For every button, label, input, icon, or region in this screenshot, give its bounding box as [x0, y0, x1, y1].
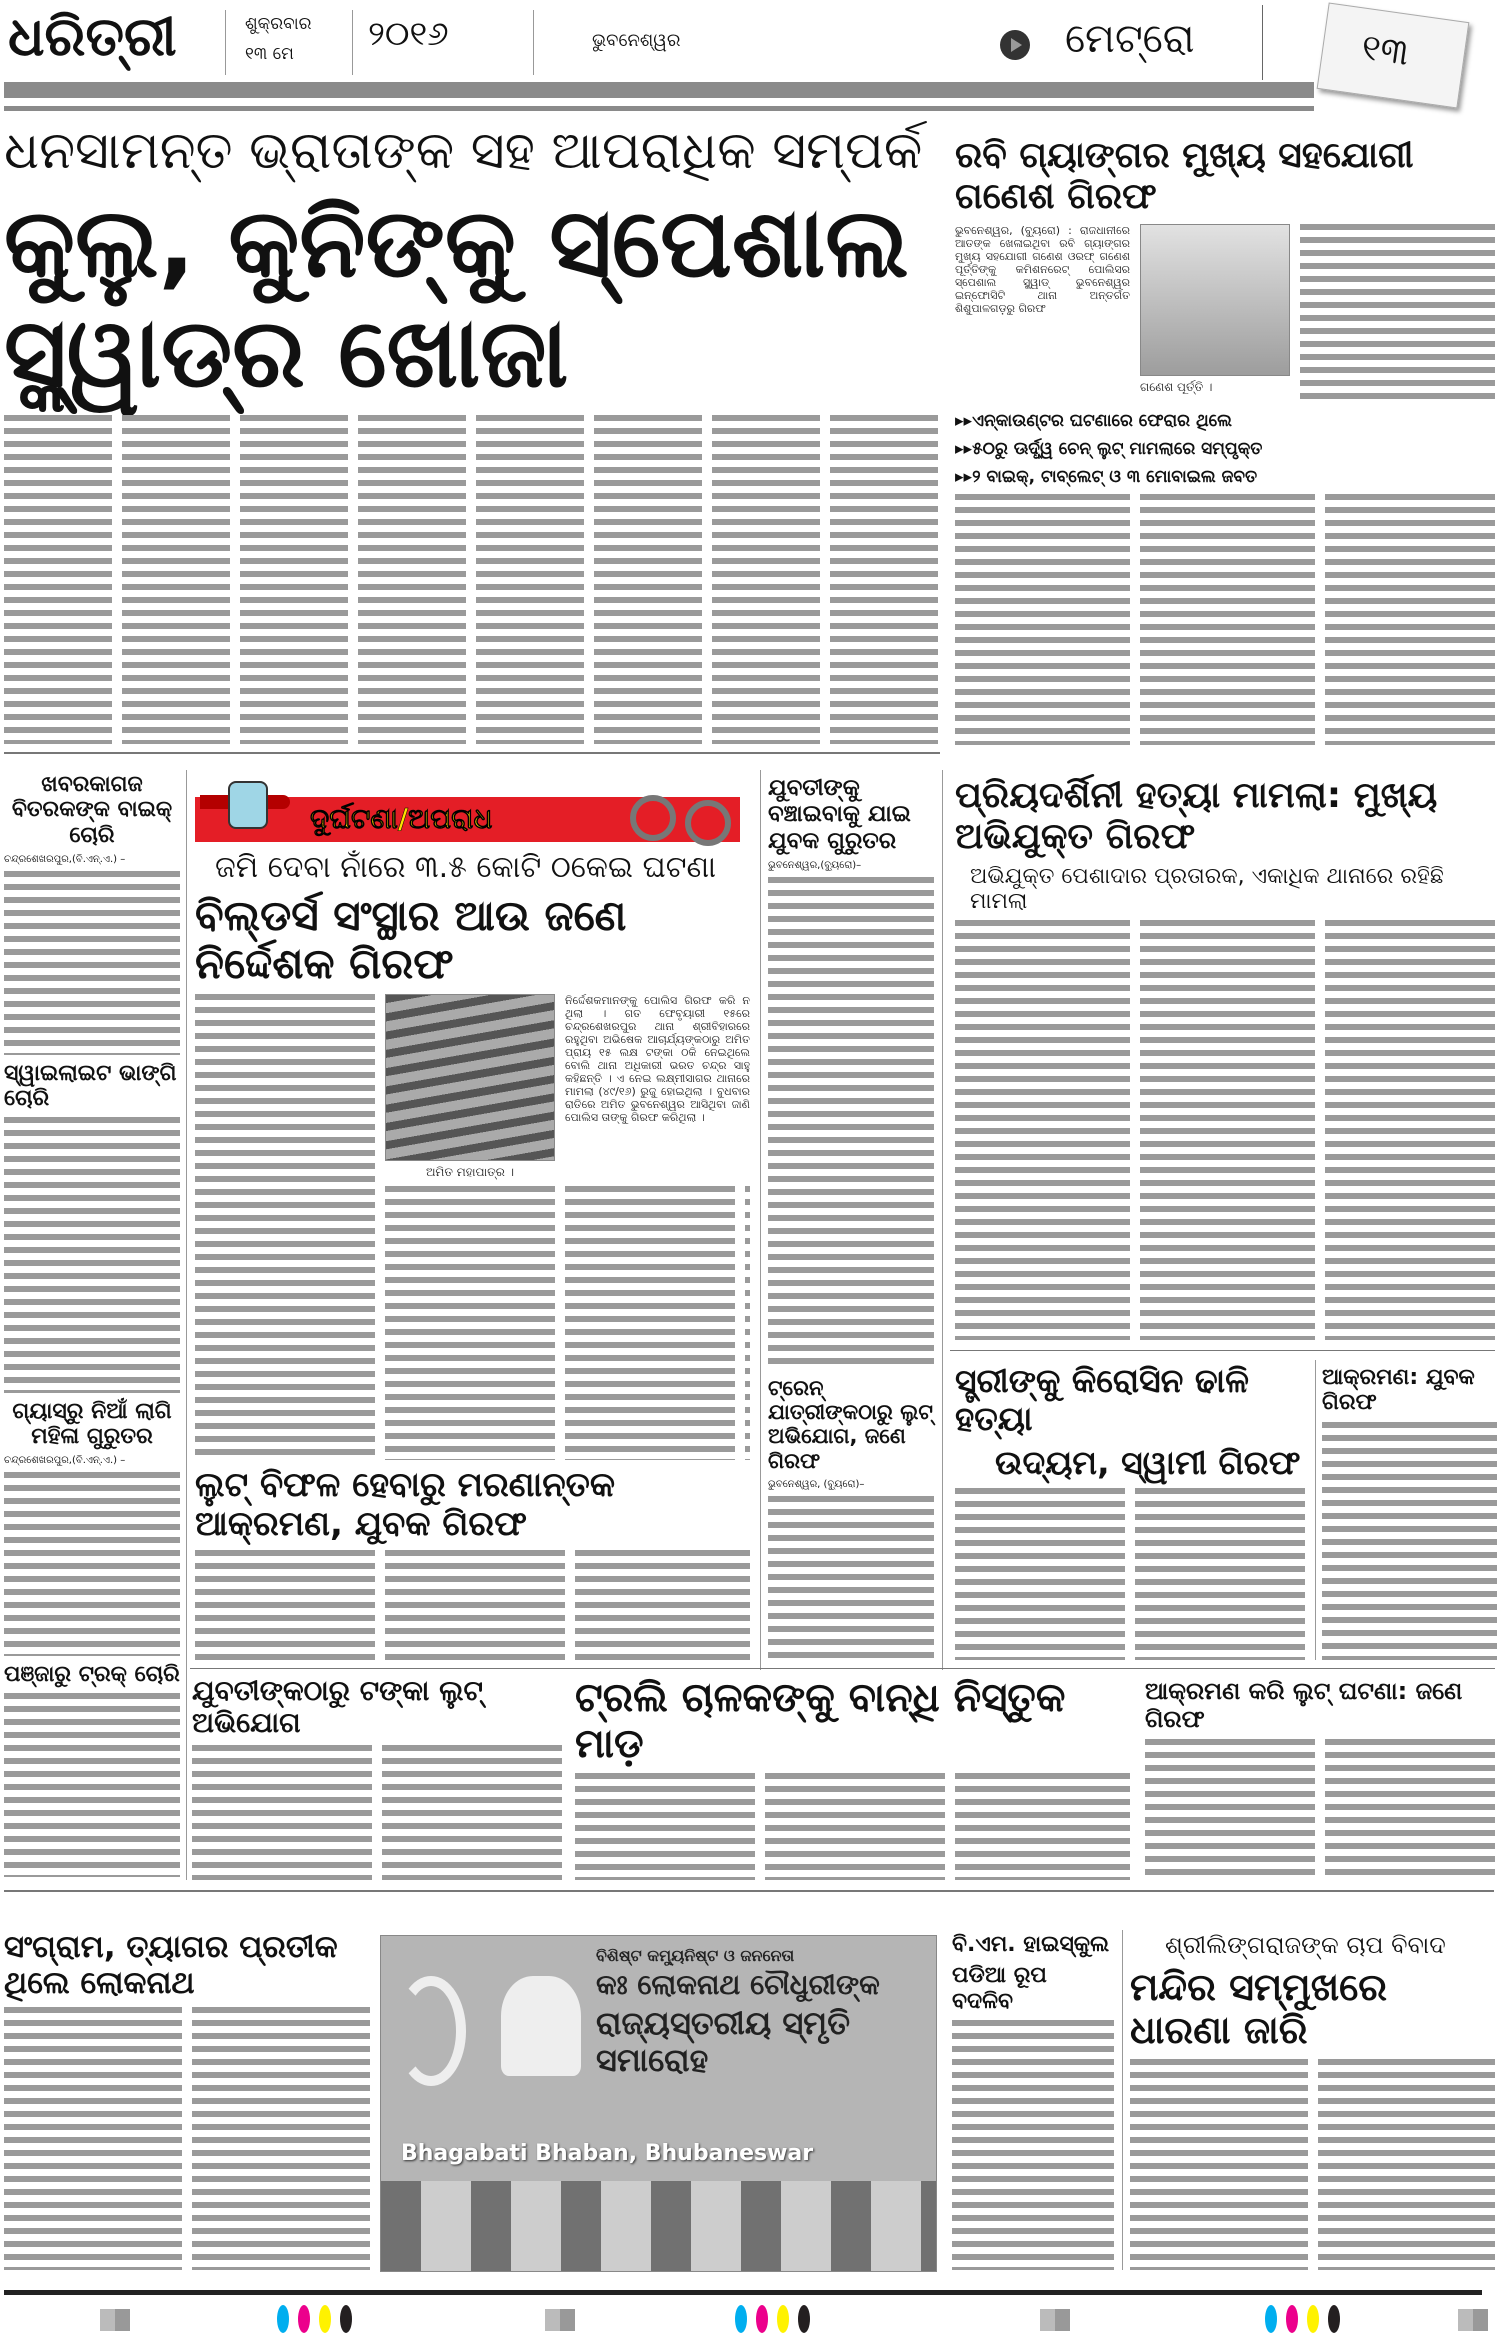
temple-kicker: ଶ୍ରୀଲିଙ୍ଗରାଜଙ୍କ ଚାପ ବିବାଦ — [1165, 1931, 1446, 1959]
brief-dateline: ଭୁବନେଶ୍ୱର, (ବ୍ୟୁରୋ)– — [768, 1478, 865, 1490]
row4-headline: ଯୁବତୀଙ୍କଠାରୁ ଟଙ୍କା ଲୁଟ୍ ଅଭିଯୋଗ — [192, 1674, 483, 1740]
row4-headline: ଆକ୍ରମଣ କରି ଲୁଟ୍ ଘଟଣା: ଜଣେ ଗିରଫ — [1145, 1677, 1463, 1733]
ganesh-bullet: ▸▸୨ ବାଇକ୍, ଟାବ୍‌ଲେଟ୍ ଓ ୩ ମୋବାଇଲ ଜବତ — [955, 466, 1258, 487]
registration-box — [545, 2309, 575, 2331]
ganesh-photo-block — [1140, 224, 1290, 395]
masthead-year: ୨୦୧୬ — [368, 14, 449, 54]
divider — [1262, 5, 1263, 80]
page-corner — [1317, 3, 1470, 109]
brief-headline: ସ୍ୱାଇଲାଇଟ ଭାଙ୍ଗି ଚୋରି — [4, 1060, 177, 1111]
masthead-rule — [4, 106, 1314, 111]
priyadarshini-subhead: ଅଭିଯୁକ୍ତ ପେଶାଦାର ପ୍ରତାରକ, ଏକାଧିକ ଥାନାରେ ରହିଛି ମାମଲା — [970, 863, 1444, 915]
ganesh-bullet: ▸▸୫୦ରୁ ଊର୍ଦ୍ଧ୍ୱ ଚେନ୍ ଲୁଟ୍ ମାମଲାରେ ସମ୍ପୃକ୍ତ — [955, 438, 1263, 459]
loot-headline: ଲୁଟ୍ ବିଫଳ ହେବାରୁ ମରଣାନ୍ତକ ଆକ୍ରମଣ, ଯୁବକ ଗିରଫ — [195, 1464, 616, 1544]
lead-story — [4, 122, 940, 744]
registration-box — [1040, 2309, 1070, 2331]
people-in-photo — [381, 2181, 936, 2271]
lead-kicker: ଧନସାମନ୍ତ ଭ୍ରାତାଙ୍କ ସହ ଆପରାଧିକ ସମ୍ପର୍କ — [4, 121, 923, 181]
brief-body-text — [4, 1117, 180, 1393]
newspaper-logo: ଧରିତ୍ରୀ — [8, 5, 177, 68]
ganesh-photo — [1140, 224, 1290, 376]
divider — [1315, 1360, 1316, 1660]
divider — [942, 770, 943, 1670]
school-body-text — [952, 2020, 1114, 2270]
brief-dateline: ଭୁବନେଶ୍ୱର,(ବ୍ୟୁରୋ)– — [768, 860, 862, 872]
section-banner-label: ଦୁର୍ଘଟଣା/ଅପରାଧ — [310, 802, 493, 835]
hammer-sickle-icon — [396, 1976, 466, 2086]
registration-box — [1458, 2309, 1488, 2331]
ganesh-story — [955, 135, 1495, 745]
brief-headline: ଖବରକାଗଜ ବିତରକଙ୍କ ବାଇକ୍ ଚୋରି — [11, 772, 173, 848]
builders-headline: ବିଲ୍ଡର୍ସ ସଂସ୍ଥାର ଆଉ ଜଣେ ନିର୍ଦ୍ଦେଶକ ଗିରଫ — [195, 890, 627, 988]
loknath-story — [4, 1930, 372, 2270]
loknath-body-text — [4, 2007, 372, 2270]
divider — [4, 1890, 1494, 1892]
ganesh-headline: ରବି ଗ୍ୟାଙ୍ଗର ମୁଖ୍ୟ ସହଯୋଗୀ ଗଣେଶ ଗିରଫ — [955, 135, 1414, 218]
ganesh-body-text — [955, 494, 1495, 745]
priyadarshini-body-text — [955, 920, 1495, 1340]
divider — [1122, 1930, 1123, 2270]
row4-body-text — [192, 1745, 562, 1880]
photo-banner-line: ରାଜ୍ୟସ୍ତରୀୟ ସ୍ମୃତି ସମାରୋହ — [596, 2004, 851, 2080]
divider — [352, 10, 353, 75]
school-headline-2: ପଡିଆ ରୂପ ବଦଳିବ — [952, 1963, 1047, 2014]
builders-body — [195, 994, 750, 1460]
brief-dateline: ଚନ୍ଦ୍ରଶେଖରପୁର,(ବି.ଏନ୍.ଏ.) – — [4, 853, 126, 865]
brief-body-text — [768, 877, 934, 1370]
builders-right — [385, 994, 750, 1460]
amit-photo-caption: ଅମିତ ମହାପାତ୍ର । — [425, 1165, 515, 1180]
section-name: ମେଟ୍ରୋ — [1065, 16, 1195, 62]
divider — [760, 770, 761, 1670]
builders-kicker: ଜମି ଦେବା ନାଁରେ ୩.୫ କୋଟି ଠକେଇ ଘଟଣା — [215, 850, 717, 885]
divider — [186, 770, 187, 1880]
amit-photo-block — [385, 994, 555, 1180]
priyadarshini-headline: ପ୍ରିୟଦର୍ଶିନୀ ହତ୍ୟା ମାମଲା: ମୁଖ୍ୟ ଅଭିଯୁକ୍ତ ଗିରଫ — [955, 775, 1438, 858]
loknath-headline: ସଂଗ୍ରାମ, ତ୍ୟାଗର ପ୍ରତୀକ ଥିଲେ ଲୋକନାଥ — [4, 1929, 338, 2001]
brief-headline: ଟ୍ରେନ୍ ଯାତ୍ରୀଙ୍କଠାରୁ ଲୁଟ୍ ଅଭିଯୋଗ, ଜଣେ ଗିରଫ — [768, 1376, 933, 1473]
brief-dateline: ଚନ୍ଦ୍ରଶେଖରପୁର,(ବି.ଏନ୍.ଏ.) – — [4, 1455, 126, 1467]
row4-story — [575, 1675, 1130, 1880]
brief-body-text — [4, 1472, 180, 1656]
divider — [4, 752, 940, 754]
attack-story — [1322, 1365, 1497, 1660]
lead-body-text — [4, 415, 940, 744]
footer-rule — [4, 2290, 1482, 2295]
school-headline-1: ବି.ଏମ. ହାଇସ୍କୁଲ — [952, 1932, 1110, 1957]
photo-banner-line: ବିଶିଷ୍ଟ କମ୍ୟୁନିଷ୍ଟ ଓ ଜନନେତା — [596, 1946, 795, 1965]
ganesh-body-text — [1300, 224, 1495, 404]
portrait-icon — [501, 1976, 581, 2076]
brief-body-text — [4, 1693, 180, 1877]
handcuffs-icon — [630, 790, 740, 850]
builders-body-text — [195, 994, 375, 1460]
school-story — [952, 1932, 1114, 2270]
row4-body-text — [575, 1773, 1130, 1880]
fist-knife-icon — [200, 775, 300, 835]
left-briefs — [4, 772, 180, 1877]
masthead-city: ଭୁବନେଶ୍ୱର — [592, 30, 681, 51]
brief-body-text — [4, 871, 180, 1055]
attack-headline: ଆକ୍ରମଣ: ଯୁବକ ଗିରଫ — [1322, 1365, 1475, 1416]
divider — [225, 10, 226, 75]
crime-section — [195, 775, 750, 1660]
ganesh-lead-text: ଭୁବନେଶ୍ୱର, (ବ୍ୟୁରୋ) : ରାଜଧାନୀରେ ଆତଙ୍କ ଖେଳାଇଥିବା ରବି ଗ୍ୟାଙ୍ଗର ମୁଖ୍ୟ ସହଯୋଗୀ ଗଣେଶ ଓରଫ୍ ଗଣେଶ ପୂର୍ତ୍ତିଙ୍କୁ କମିଶନରେଟ୍ ପୋଲିସର ସ୍ପେଶାଲ ସ୍କ୍ୱାଡ୍ ଭୁବନେଶ୍ୱର ଇନ୍‌ଫୋସିଟି ଥାନା ଅନ୍ତର୍ଗତ ଶିଶୁପାଳଗଡ଼ରୁ ଗିରଫ — [955, 223, 1130, 315]
middle-briefs — [768, 775, 934, 1660]
row4-headline: ଟ୍ରଲି ଚାଳକଙ୍କୁ ବାନ୍ଧି ନିସ୍ତୁକ ମାଡ଼ — [575, 1675, 1066, 1767]
builders-body-text — [385, 1186, 750, 1460]
kerosene-headline-2: ଉଦ୍ୟମ, ସ୍ୱାମୀ ଗିରଫ — [995, 1442, 1301, 1482]
loknath-event-photo — [380, 1935, 937, 2272]
brief-body-text — [768, 1496, 934, 1660]
divider — [190, 1668, 1495, 1669]
kerosene-body-text — [955, 1488, 1307, 1660]
brief-headline: ଯୁବତୀଙ୍କୁ ବଞ୍ଚାଇବାକୁ ଯାଇ ଯୁବକ ଗୁରୁତର — [768, 775, 911, 854]
priyadarshini-story — [955, 775, 1495, 1340]
bullet-text: ୨ ବାଇକ୍, ଟାବ୍‌ଲେଟ୍ ଓ ୩ ମୋବାଇଲ ଜବତ — [972, 466, 1258, 487]
row4-story — [1145, 1678, 1495, 1880]
builders-lead-text: ନିର୍ଦ୍ଦେଶକମାନଙ୍କୁ ପୋଲିସ ଗିରଫ କରି ନ ଥିଲା । ଗତ ଫେବୃୟାରୀ ୧୫ରେ ଚନ୍ଦ୍ରଶେଖରପୁର ଥାନା ଶ୍ରୀବିହାରରେ ରହୁଥିବା ଅଭିଷେକ ଆଚାର୍ଯ୍ୟଙ୍କଠାରୁ ଅମିତ ପ୍ରାୟ ୧୫ ଲକ୍ଷ ଟଙ୍କା ଠକି ନେଇଥିଲେ ବୋଲି ଥାନା ଅଧିକାରୀ ଭରତ ଚନ୍ଦ୍ର ସାହୁ କହିଛନ୍ତି । ଏ ନେଇ ଲକ୍ଷ୍ମୀସାଗର ଥାନାରେ ମାମଲା (୪୯/୧୬) ରୁଜୁ ହୋଇଥିଲା । ବୁଧବାର ରାତିରେ ଅମିତ ଭୁବନେଶ୍ୱର ଆସିଥିବା ଜାଣି ପୋଲିସ ତାଙ୍କୁ ଗିରଫ କରିଥିଲା । — [565, 994, 750, 1125]
kerosene-story — [955, 1362, 1307, 1660]
divider — [533, 10, 534, 75]
brief-headline: ଗ୍ୟାସ୍‌ରୁ ନିଆଁ ଲାଗି ମହିଳା ଗୁରୁତର — [12, 1398, 172, 1450]
masthead-date: ୧୩ ମେ — [245, 44, 294, 64]
row4-story — [192, 1675, 562, 1880]
photo-banner-line: Bhagabati Bhaban, Bhubaneswar — [401, 2141, 814, 2166]
divider — [950, 1350, 1495, 1351]
lead-headline: କୁଲୁ, କୁନିଙ୍କୁ ସ୍ପେଶାଲ ସ୍କ୍ୱାଡ୍‌ର ଖୋଜା — [4, 186, 909, 410]
row4-body-text — [1145, 1739, 1495, 1880]
masthead-day: ଶୁକ୍ରବାର — [245, 14, 312, 34]
masthead-band — [4, 82, 1314, 98]
bullet-text: ୫୦ରୁ ଊର୍ଦ୍ଧ୍ୱ ଚେନ୍ ଲୁଟ୍ ମାମଲାରେ ସମ୍ପୃକ୍ତ — [972, 438, 1263, 459]
bullet-text: ଏନ୍‌କାଉଣ୍ଟର ଘଟଣାରେ ଫେରାର ଥିଲେ — [972, 410, 1232, 431]
temple-story — [1130, 1932, 1495, 2270]
kerosene-headline-1: ସ୍ତ୍ରୀଙ୍କୁ କିରୋସିନ ଢାଳି ହତ୍ୟା — [955, 1361, 1250, 1438]
amit-photo — [385, 994, 555, 1161]
play-icon — [1000, 30, 1030, 60]
attack-body-text — [1322, 1422, 1497, 1660]
brief-headline: ପଞ୍ଜାରୁ ଟ୍ରକ୍ ଚୋରି — [4, 1662, 180, 1687]
loot-body-text — [195, 1550, 750, 1660]
ganesh-top-row — [955, 224, 1495, 404]
temple-body-text — [1130, 2059, 1495, 2270]
page-number: ୧୩ — [1359, 26, 1412, 74]
photo-banner-text — [596, 1946, 926, 2079]
ganesh-photo-caption: ଗଣେଶ ପୂର୍ତ୍ତି । — [1140, 379, 1213, 394]
temple-headline: ମନ୍ଦିର ସମ୍ମୁଖରେ ଧାରଣା ଜାରି — [1130, 1964, 1388, 2053]
builders-photo-row — [385, 994, 750, 1180]
section-banner-block — [195, 775, 750, 845]
registration-box — [100, 2309, 130, 2331]
photo-banner-line: କଃ ଲୋକନାଥ ଚୌଧୁରୀଙ୍କ — [596, 1968, 880, 2002]
ganesh-bullet: ▸▸ଏନ୍‌କାଉଣ୍ଟର ଘଟଣାରେ ଫେରାର ଥିଲେ — [955, 410, 1232, 431]
